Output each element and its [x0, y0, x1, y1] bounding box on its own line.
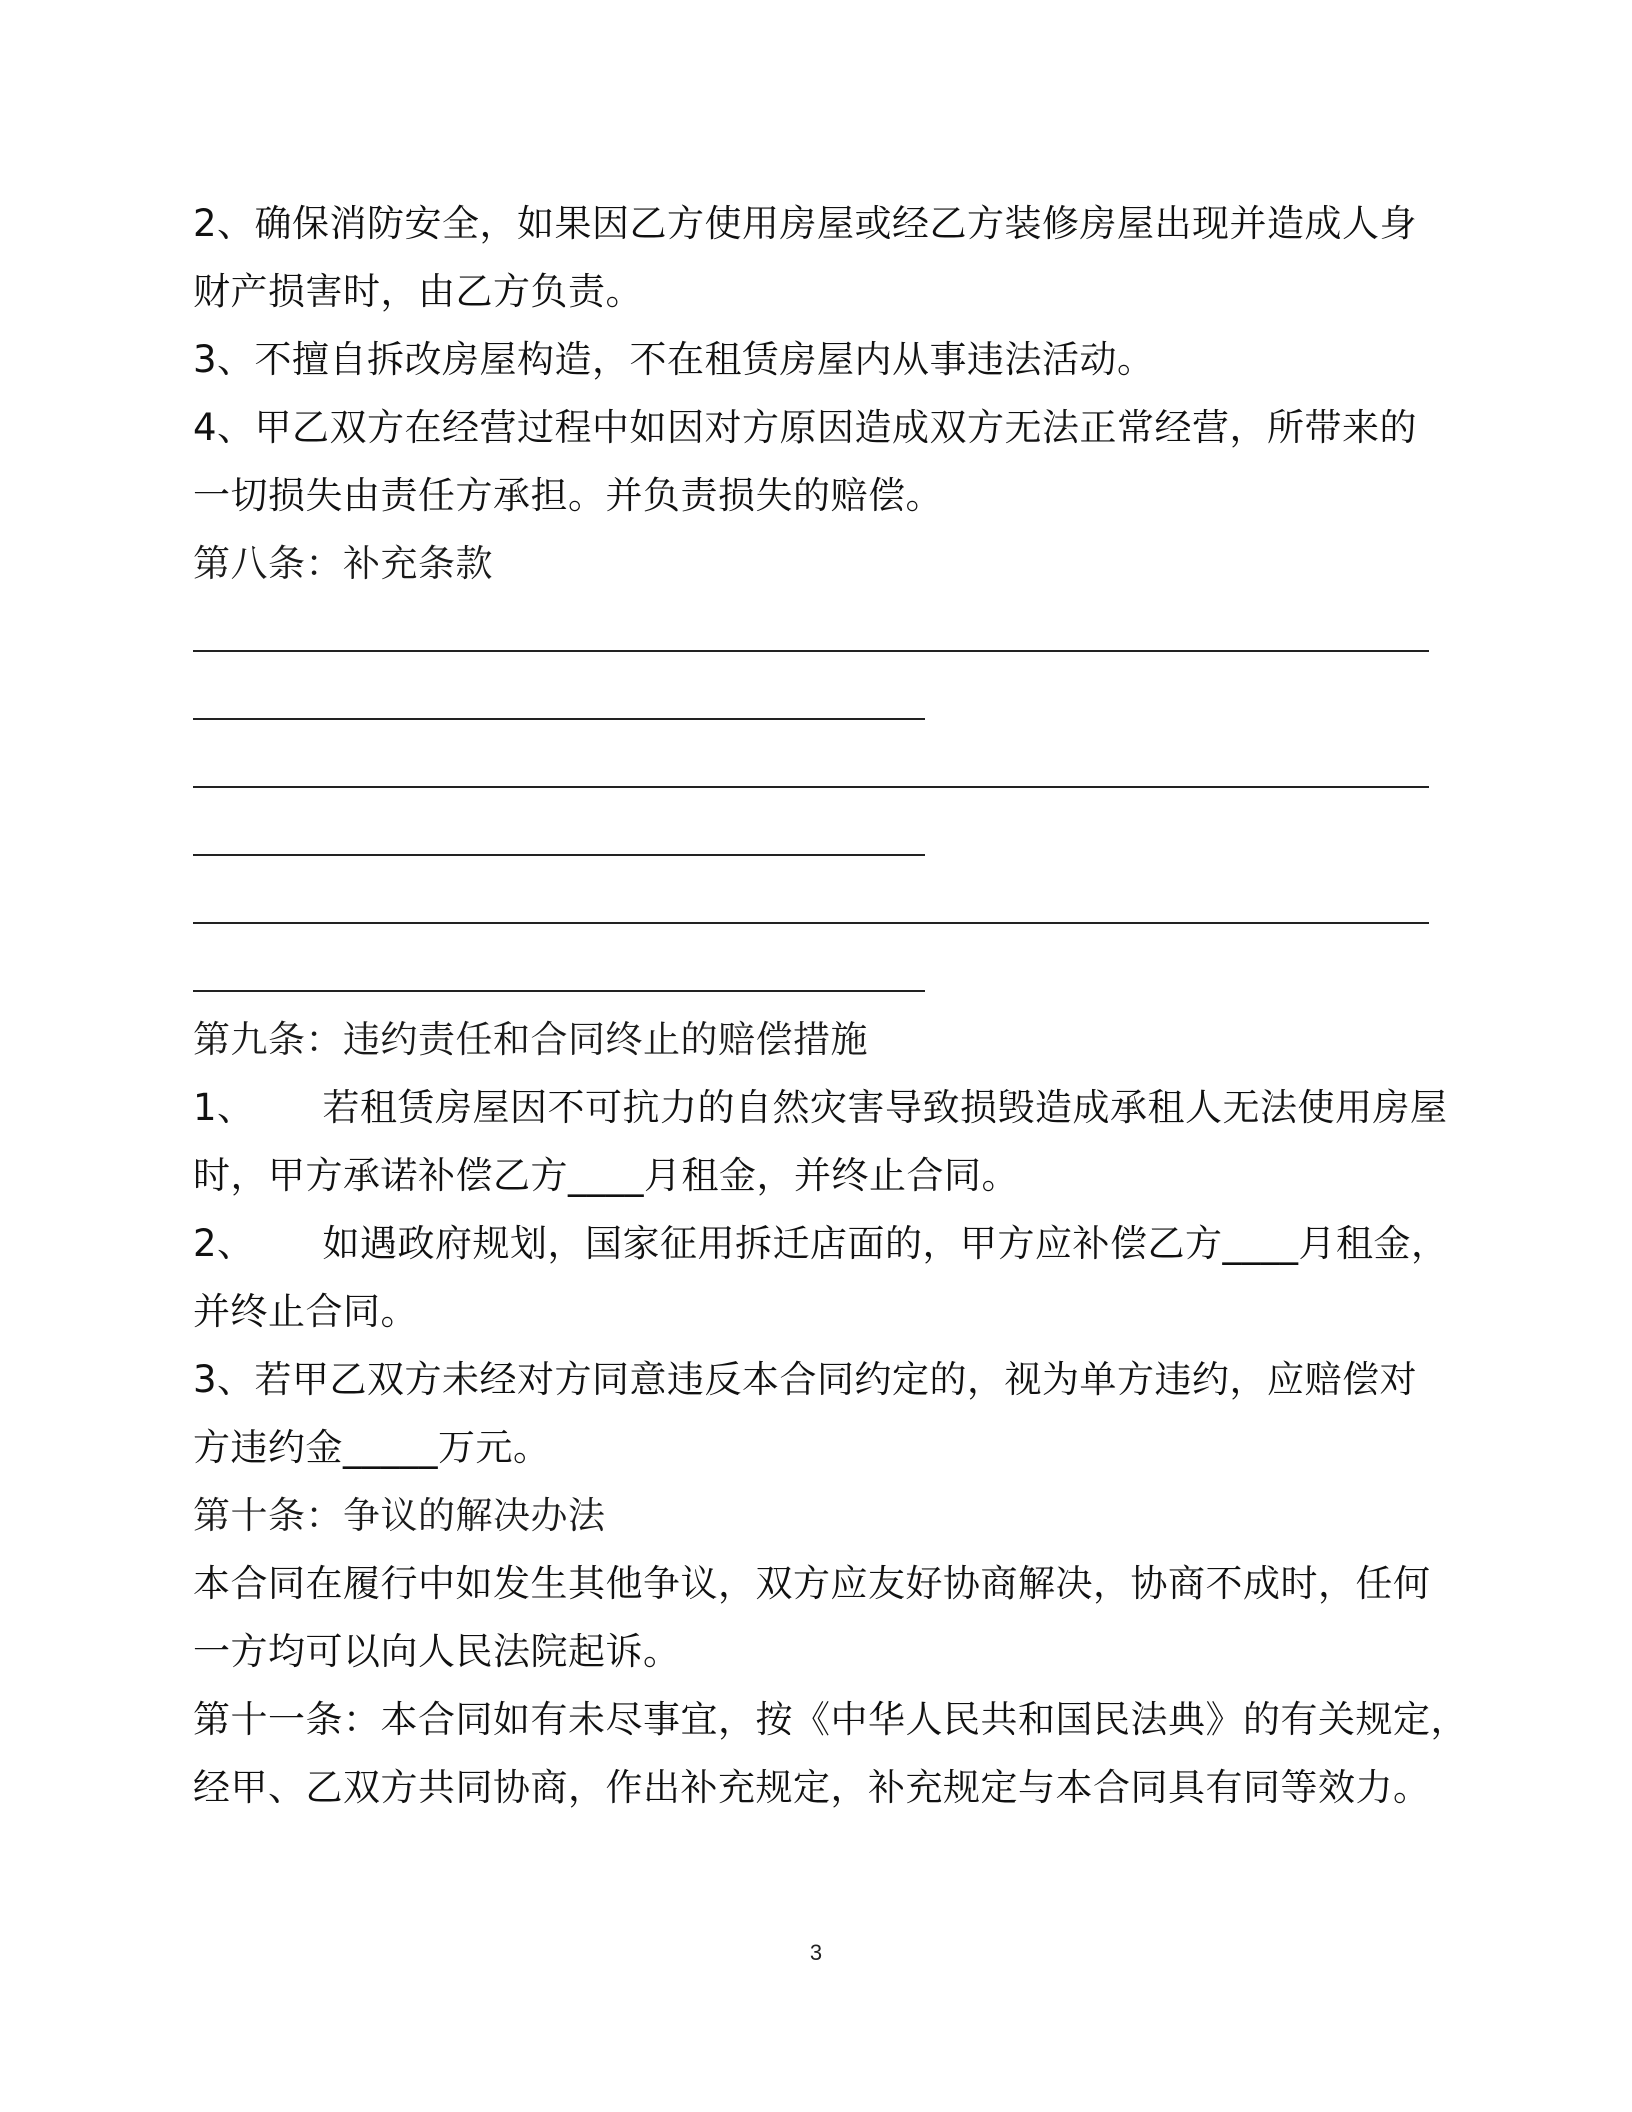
clause-9-3-line-1: 3、若甲乙双方未经对方同意违反本合同约定的，视为单方违约，应赔偿对 — [193, 1358, 1418, 1401]
clause-9-2-number: 2、 — [193, 1222, 255, 1265]
clause-7-2-line-1: 2、确保消防安全，如果因乙方使用房屋或经乙方装修房屋出现并造成人身 — [193, 202, 1418, 245]
clause-9-1-line-1 — [193, 1074, 1453, 1142]
article-8-title: 第八条：补充条款 — [193, 542, 493, 585]
supplement-blank-line-3[interactable] — [193, 734, 1453, 802]
clause-9-1-number: 1、 — [193, 1086, 255, 1129]
article-10-text-line-2: 一方均可以向人民法院起诉。 — [193, 1630, 681, 1673]
clause-7-2-line-2: 财产损害时，由乙方负责。 — [193, 270, 643, 313]
clause-9-2-line-1 — [193, 1210, 1453, 1278]
clause-7-4-line-1: 4、甲乙双方在经营过程中如因对方原因造成双方无法正常经营，所带来的 — [193, 406, 1418, 449]
clause-7-4-line-2: 一切损失由责任方承担。并负责损失的赔偿。 — [193, 474, 943, 517]
clause-9-2-text: 如遇政府规划，国家征用拆迁店面的，甲方应补偿乙方____月租金， — [322, 1222, 1449, 1265]
supplement-blank-line-1[interactable] — [193, 598, 1453, 666]
clause-9-2-line-2: 并终止合同。 — [193, 1290, 418, 1333]
article-10-text-line-1: 本合同在履行中如发生其他争议，双方应友好协商解决，协商不成时，任何 — [193, 1562, 1431, 1605]
supplement-blank-line-6[interactable] — [193, 938, 1453, 1006]
article-11-line-1: 第十一条：本合同如有未尽事宜，按《中华人民共和国民法典》的有关规定， — [193, 1698, 1468, 1741]
clause-7-3: 3、不擅自拆改房屋构造，不在租赁房屋内从事违法活动。 — [193, 338, 1155, 381]
clause-9-1-text: 若租赁房屋因不可抗力的自然灾害导致损毁造成承租人无法使用房屋 — [322, 1086, 1448, 1129]
supplement-blank-line-4[interactable] — [193, 802, 1453, 870]
supplement-blank-line-5[interactable] — [193, 870, 1453, 938]
clause-9-1-line-2: 时，甲方承诺补偿乙方____月租金，并终止合同。 — [193, 1154, 1019, 1197]
article-11-line-2: 经甲、乙双方共同协商，作出补充规定，补充规定与本合同具有同等效力。 — [193, 1766, 1431, 1809]
article-9-title: 第九条：违约责任和合同终止的赔偿措施 — [193, 1018, 868, 1061]
supplement-blank-line-2[interactable] — [193, 666, 1453, 734]
document-body — [193, 190, 1468, 1822]
article-10-title: 第十条：争议的解决办法 — [193, 1494, 606, 1537]
clause-9-3-line-2: 方违约金_____万元。 — [193, 1426, 551, 1469]
page-number: 3 — [809, 1940, 823, 1965]
